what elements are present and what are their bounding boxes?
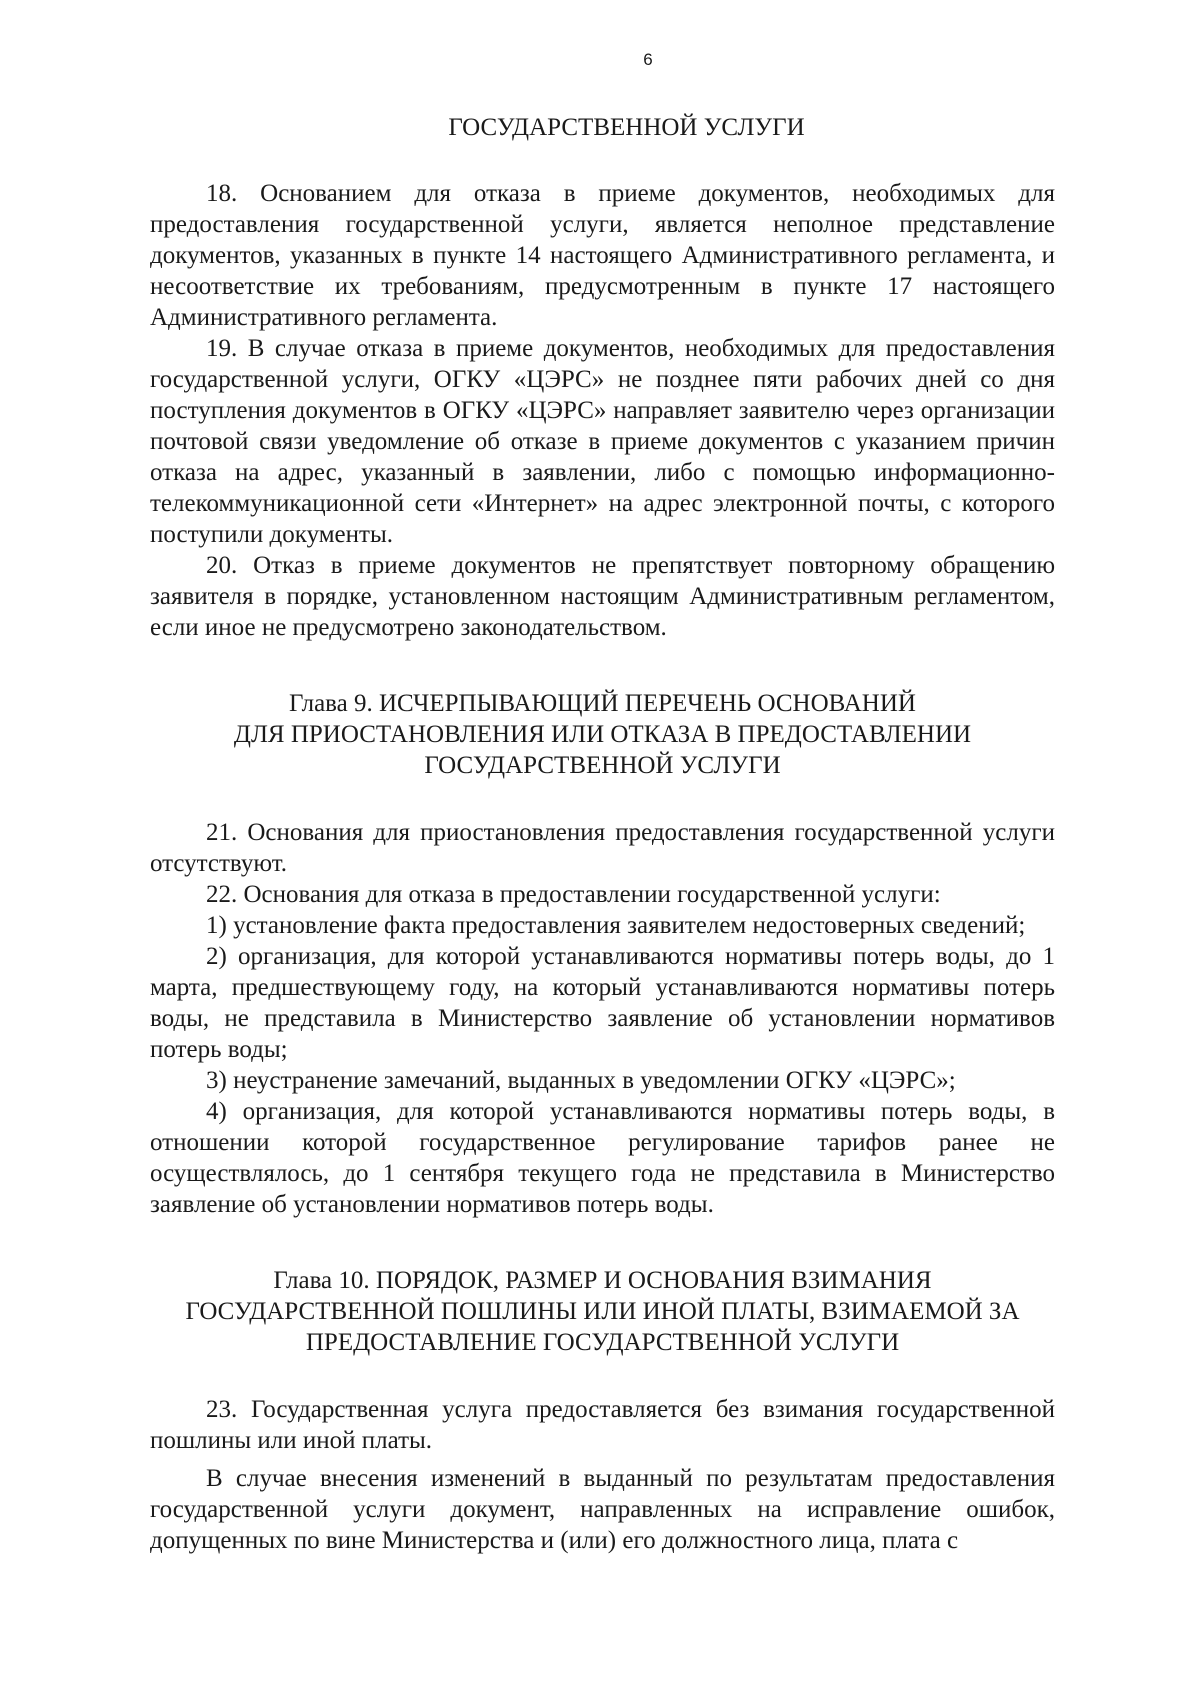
paragraph-18: 18. Основанием для отказа в приеме документов, необходимых для предоставления государственной услуги, является неполное представление документов, указанных в пункте 14 настоящего Административного регламента, и несоответствие их требованиям, предусмотренным в пункте 17 настоящего Административного регламента. bbox=[150, 180, 1055, 331]
chapter-9-heading-line-3: ГОСУДАРСТВЕННОЙ УСЛУГИ bbox=[424, 752, 781, 779]
chapter-9-heading-line-1: Глава 9. ИСЧЕРПЫВАЮЩИЙ ПЕРЕЧЕНЬ ОСНОВАНИЙ bbox=[289, 690, 916, 717]
list-item-1: 1) установление факта предоставления заявителем недостоверных сведений; bbox=[206, 912, 1026, 939]
list-item-2: 2) организация, для которой устанавливаются нормативы потерь воды, до 1 марта, предшествующему году, на который устанавливаются нормативы потерь воды, не представила в Министерство заявление об установлении нормативов потерь воды; bbox=[150, 943, 1055, 1063]
page-number: 6 bbox=[643, 50, 653, 69]
chapter-9-heading bbox=[150, 688, 1055, 781]
chapter-10-heading bbox=[150, 1265, 1055, 1358]
chapter-10-heading-line-3: ПРЕДОСТАВЛЕНИЕ ГОСУДАРСТВЕННОЙ УСЛУГИ bbox=[305, 1329, 900, 1356]
paragraph-23-continued: В случае внесения изменений в выданный по результатам предоставления государственной услуги документ, направленных на исправление ошибок, допущенных по вине Министерства и (или) его должностного лица, плата с bbox=[150, 1465, 1055, 1554]
paragraph-20: 20. Отказ в приеме документов не препятствует повторному обращению заявителя в порядке, установленном настоящим Административным регламентом, если иное не предусмотрено законодательством. bbox=[150, 552, 1055, 641]
chapter-10-heading-line-1: Глава 10. ПОРЯДОК, РАЗМЕР И ОСНОВАНИЯ ВЗИМАНИЯ bbox=[273, 1267, 932, 1294]
paragraph-22: 22. Основания для отказа в предоставлении государственной услуги: bbox=[206, 881, 941, 908]
paragraph-19: 19. В случае отказа в приеме документов, необходимых для предоставления государственной услуги, ОГКУ «ЦЭРС» не позднее пяти рабочих дней со дня поступления документов в ОГКУ «ЦЭРС» направляет заявителю через организации почтовой связи уведомление об отказе в приеме документов с указанием причин отказа на адрес, указанный в заявлении, либо с помощью информационно-телекоммуникационной сети «Интернет» на адрес электронной почты, с которого поступили документы. bbox=[150, 335, 1055, 548]
chapter-9-heading-line-2: ДЛЯ ПРИОСТАНОВЛЕНИЯ ИЛИ ОТКАЗА В ПРЕДОСТАВЛЕНИИ bbox=[233, 721, 972, 748]
chapter-10-heading-line-2: ГОСУДАРСТВЕННОЙ ПОШЛИНЫ ИЛИ ИНОЙ ПЛАТЫ, ВЗИМАЕМОЙ ЗА bbox=[185, 1298, 1020, 1325]
list-item-4: 4) организация, для которой устанавливаются нормативы потерь воды, в отношении которой государственное регулирование тарифов ранее не осуществлялось, до 1 сентября текущего года не представила в Министерство заявление об установлении нормативов потерь воды. bbox=[150, 1098, 1055, 1218]
list-item-3: 3) неустранение замечаний, выданных в уведомлении ОГКУ «ЦЭРС»; bbox=[206, 1067, 956, 1094]
heading-line: ГОСУДАРСТВЕННОЙ УСЛУГИ bbox=[448, 114, 805, 141]
paragraph-23: 23. Государственная услуга предоставляется без взимания государственной пошлины или иной платы. bbox=[150, 1396, 1055, 1454]
paragraph-21: 21. Основания для приостановления предоставления государственной услуги отсутствуют. bbox=[150, 819, 1055, 877]
section-heading-continued bbox=[198, 112, 1055, 143]
document-body bbox=[150, 112, 1055, 1556]
